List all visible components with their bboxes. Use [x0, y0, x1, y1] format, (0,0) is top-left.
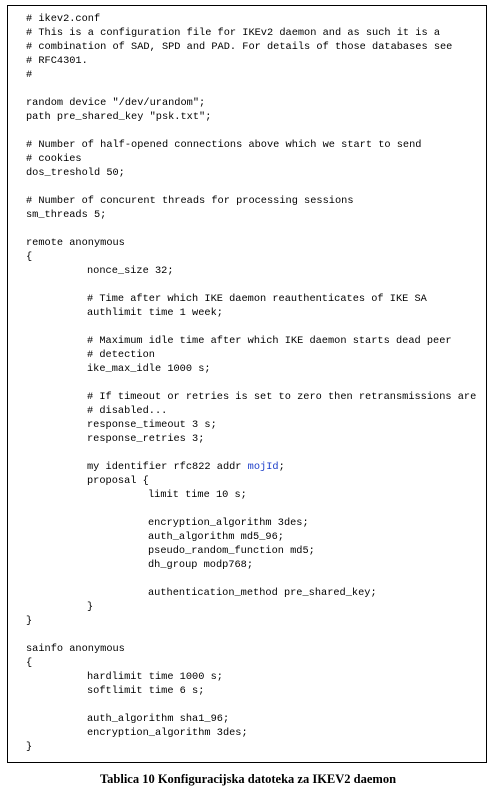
config-line: } [87, 601, 94, 613]
identifier-prefix: my identifier rfc822 addr [87, 461, 248, 473]
config-line: # Time after which IKE daemon reauthenticates of IKE SA [87, 293, 427, 305]
identifier-suffix: ; [278, 461, 285, 473]
config-line [26, 446, 476, 460]
identifier-highlight: mojId [247, 461, 279, 473]
config-line: { [26, 657, 33, 669]
config-line: # combination of SAD, SPD and PAD. For details of those databases see [26, 41, 453, 53]
config-line: remote anonymous [26, 237, 125, 249]
config-line: # Maximum idle time after which IKE daemon starts dead peer [87, 335, 452, 347]
config-line [26, 82, 476, 96]
config-line: proposal { [87, 475, 149, 487]
config-line: sm_threads 5; [26, 209, 107, 221]
config-line [26, 222, 476, 236]
config-line: # RFC4301. [26, 55, 88, 67]
config-line [26, 628, 476, 642]
config-line: authentication_method pre_shared_key; [148, 587, 377, 599]
config-line [26, 502, 476, 516]
config-line: # Number of concurent threads for processing sessions [26, 195, 354, 207]
table-caption: Tablica 10 Konfiguracijska datoteka za IKEV2 daemon [99, 772, 397, 786]
config-line: { [26, 251, 33, 263]
config-line: } [26, 615, 33, 627]
config-line [26, 698, 476, 712]
config-line: # cookies [26, 153, 82, 165]
config-line: encryption_algorithm 3des; [148, 517, 309, 529]
config-line: dh_group modp768; [148, 559, 254, 571]
identifier-line [26, 460, 476, 474]
config-file-frame [7, 5, 487, 763]
config-line: # This is a configuration file for IKEv2 daemon and as such it is a [26, 27, 441, 39]
config-line: } [26, 741, 33, 753]
config-line [26, 320, 476, 334]
config-line: pseudo_random_function md5; [148, 545, 315, 557]
config-line: # disabled... [87, 405, 168, 417]
config-line: authlimit time 1 week; [87, 307, 223, 319]
config-line: softlimit time 6 s; [87, 685, 205, 697]
config-line: dos_treshold 50; [26, 167, 125, 179]
config-line: auth_algorithm md5_96; [148, 531, 284, 543]
config-line: # ikev2.conf [26, 13, 101, 25]
config-line [26, 572, 476, 586]
config-line [26, 376, 476, 390]
config-line: auth_algorithm sha1_96; [87, 713, 230, 725]
config-line: # [26, 69, 33, 81]
config-line: random device "/dev/urandom"; [26, 97, 206, 109]
config-line: # Number of half-opened connections above which we start to send [26, 139, 422, 151]
config-line: path pre_shared_key "psk.txt"; [26, 111, 212, 123]
config-line: response_retries 3; [87, 433, 205, 445]
config-line: limit time 10 s; [148, 489, 247, 501]
config-line: encryption_algorithm 3des; [87, 727, 248, 739]
config-line: ike_max_idle 1000 s; [87, 363, 211, 375]
config-line [26, 180, 476, 194]
config-line: # If timeout or retries is set to zero then retransmissions are [87, 391, 477, 403]
config-line [26, 278, 476, 292]
config-listing [26, 12, 476, 754]
config-line: response_timeout 3 s; [87, 419, 217, 431]
config-line: sainfo anonymous [26, 643, 125, 655]
config-line: nonce_size 32; [87, 265, 174, 277]
config-line: # detection [87, 349, 155, 361]
config-line [26, 124, 476, 138]
config-line: hardlimit time 1000 s; [87, 671, 223, 683]
